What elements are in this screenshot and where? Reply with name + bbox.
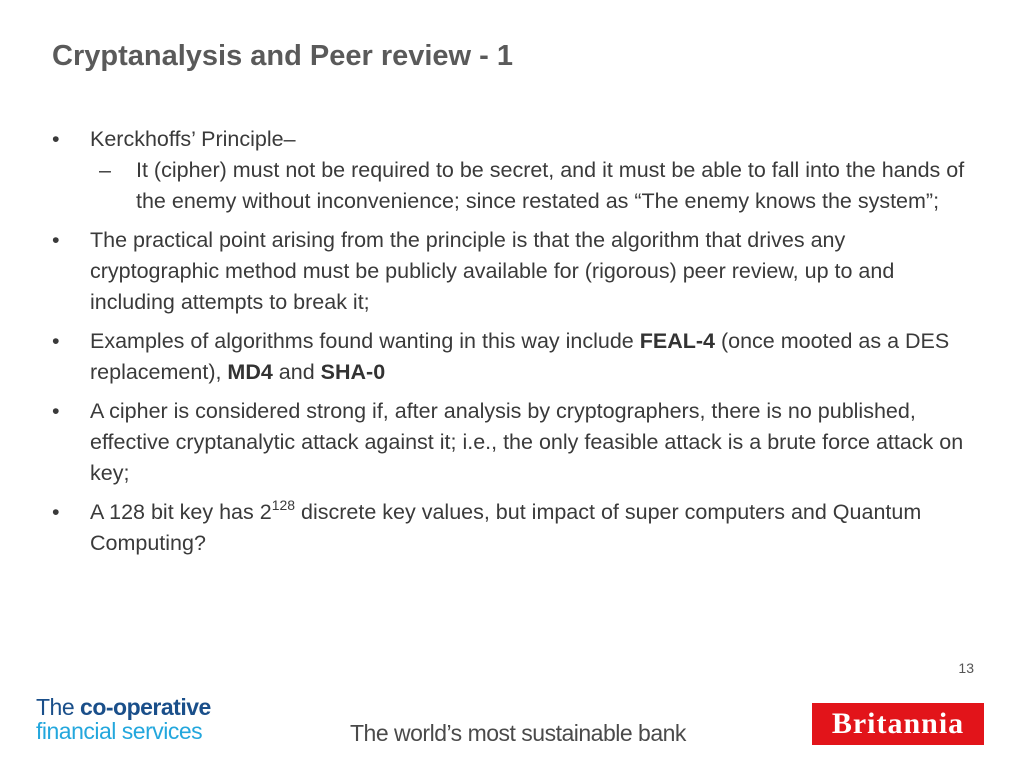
bullet-text-part: and bbox=[272, 360, 321, 384]
bullet-list bbox=[52, 124, 977, 559]
britannia-logo: Britannia bbox=[812, 703, 984, 745]
bullet-item-strong-cipher bbox=[52, 396, 977, 489]
bullet-marker: • bbox=[52, 127, 60, 151]
slide-title: Cryptanalysis and Peer review - 1 bbox=[52, 40, 513, 72]
sub-bullet-text: It (cipher) must not be required to be secret, and it must be able to fall into the hands of the enemy without inconvenience; since restated as “The enemy knows the system”; bbox=[136, 158, 965, 213]
bullet-marker: • bbox=[52, 329, 60, 353]
coop-logo-the: The bbox=[36, 694, 81, 720]
page-number: 13 bbox=[958, 660, 974, 676]
coop-logo-line2: financial services bbox=[36, 718, 203, 744]
sub-bullet-marker: – bbox=[99, 158, 111, 182]
algorithm-name-feal4: FEAL-4 bbox=[639, 329, 715, 353]
bullet-item-examples bbox=[52, 326, 977, 388]
bullet-text-part: Examples of algorithms found wanting in this way include bbox=[90, 329, 640, 353]
exponent: 128 bbox=[271, 497, 296, 513]
bullet-marker: • bbox=[52, 228, 60, 252]
coop-logo-line1 bbox=[36, 695, 211, 719]
bullet-text-part: discrete key values, but impact of super computers and Quantum Computing? bbox=[90, 500, 922, 555]
sub-bullet-item-principle bbox=[52, 155, 977, 217]
bullet-text-part: (once mooted as a DES replacement), bbox=[90, 329, 950, 384]
bullet-text: The practical point arising from the principle is that the algorithm that drives any cryptographic method must be publicly available for (rigorous) peer review, up to and including attempts to break it; bbox=[90, 228, 895, 314]
bullet-item-kerckhoffs bbox=[52, 124, 977, 155]
coop-logo bbox=[36, 695, 211, 743]
bullet-item-practical-point bbox=[52, 225, 977, 318]
bullet-marker: • bbox=[52, 399, 60, 423]
algorithm-name-sha0: SHA-0 bbox=[320, 360, 386, 384]
footer-tagline: The world’s most sustainable bank bbox=[350, 720, 686, 746]
bullet-text-part: A 128 bit key has 2 bbox=[90, 500, 272, 524]
bullet-text: A cipher is considered strong if, after analysis by cryptographers, there is no published, effective cryptanalytic attack against it; i.e., the only feasible attack is a brute force attack on key; bbox=[90, 399, 964, 485]
bullet-marker: • bbox=[52, 500, 60, 524]
bullet-item-key-size bbox=[52, 497, 977, 559]
algorithm-name-md4: MD4 bbox=[227, 360, 273, 384]
coop-logo-name: co-operative bbox=[80, 694, 211, 720]
bullet-text: Kerckhoffs’ Principle– bbox=[90, 127, 296, 151]
